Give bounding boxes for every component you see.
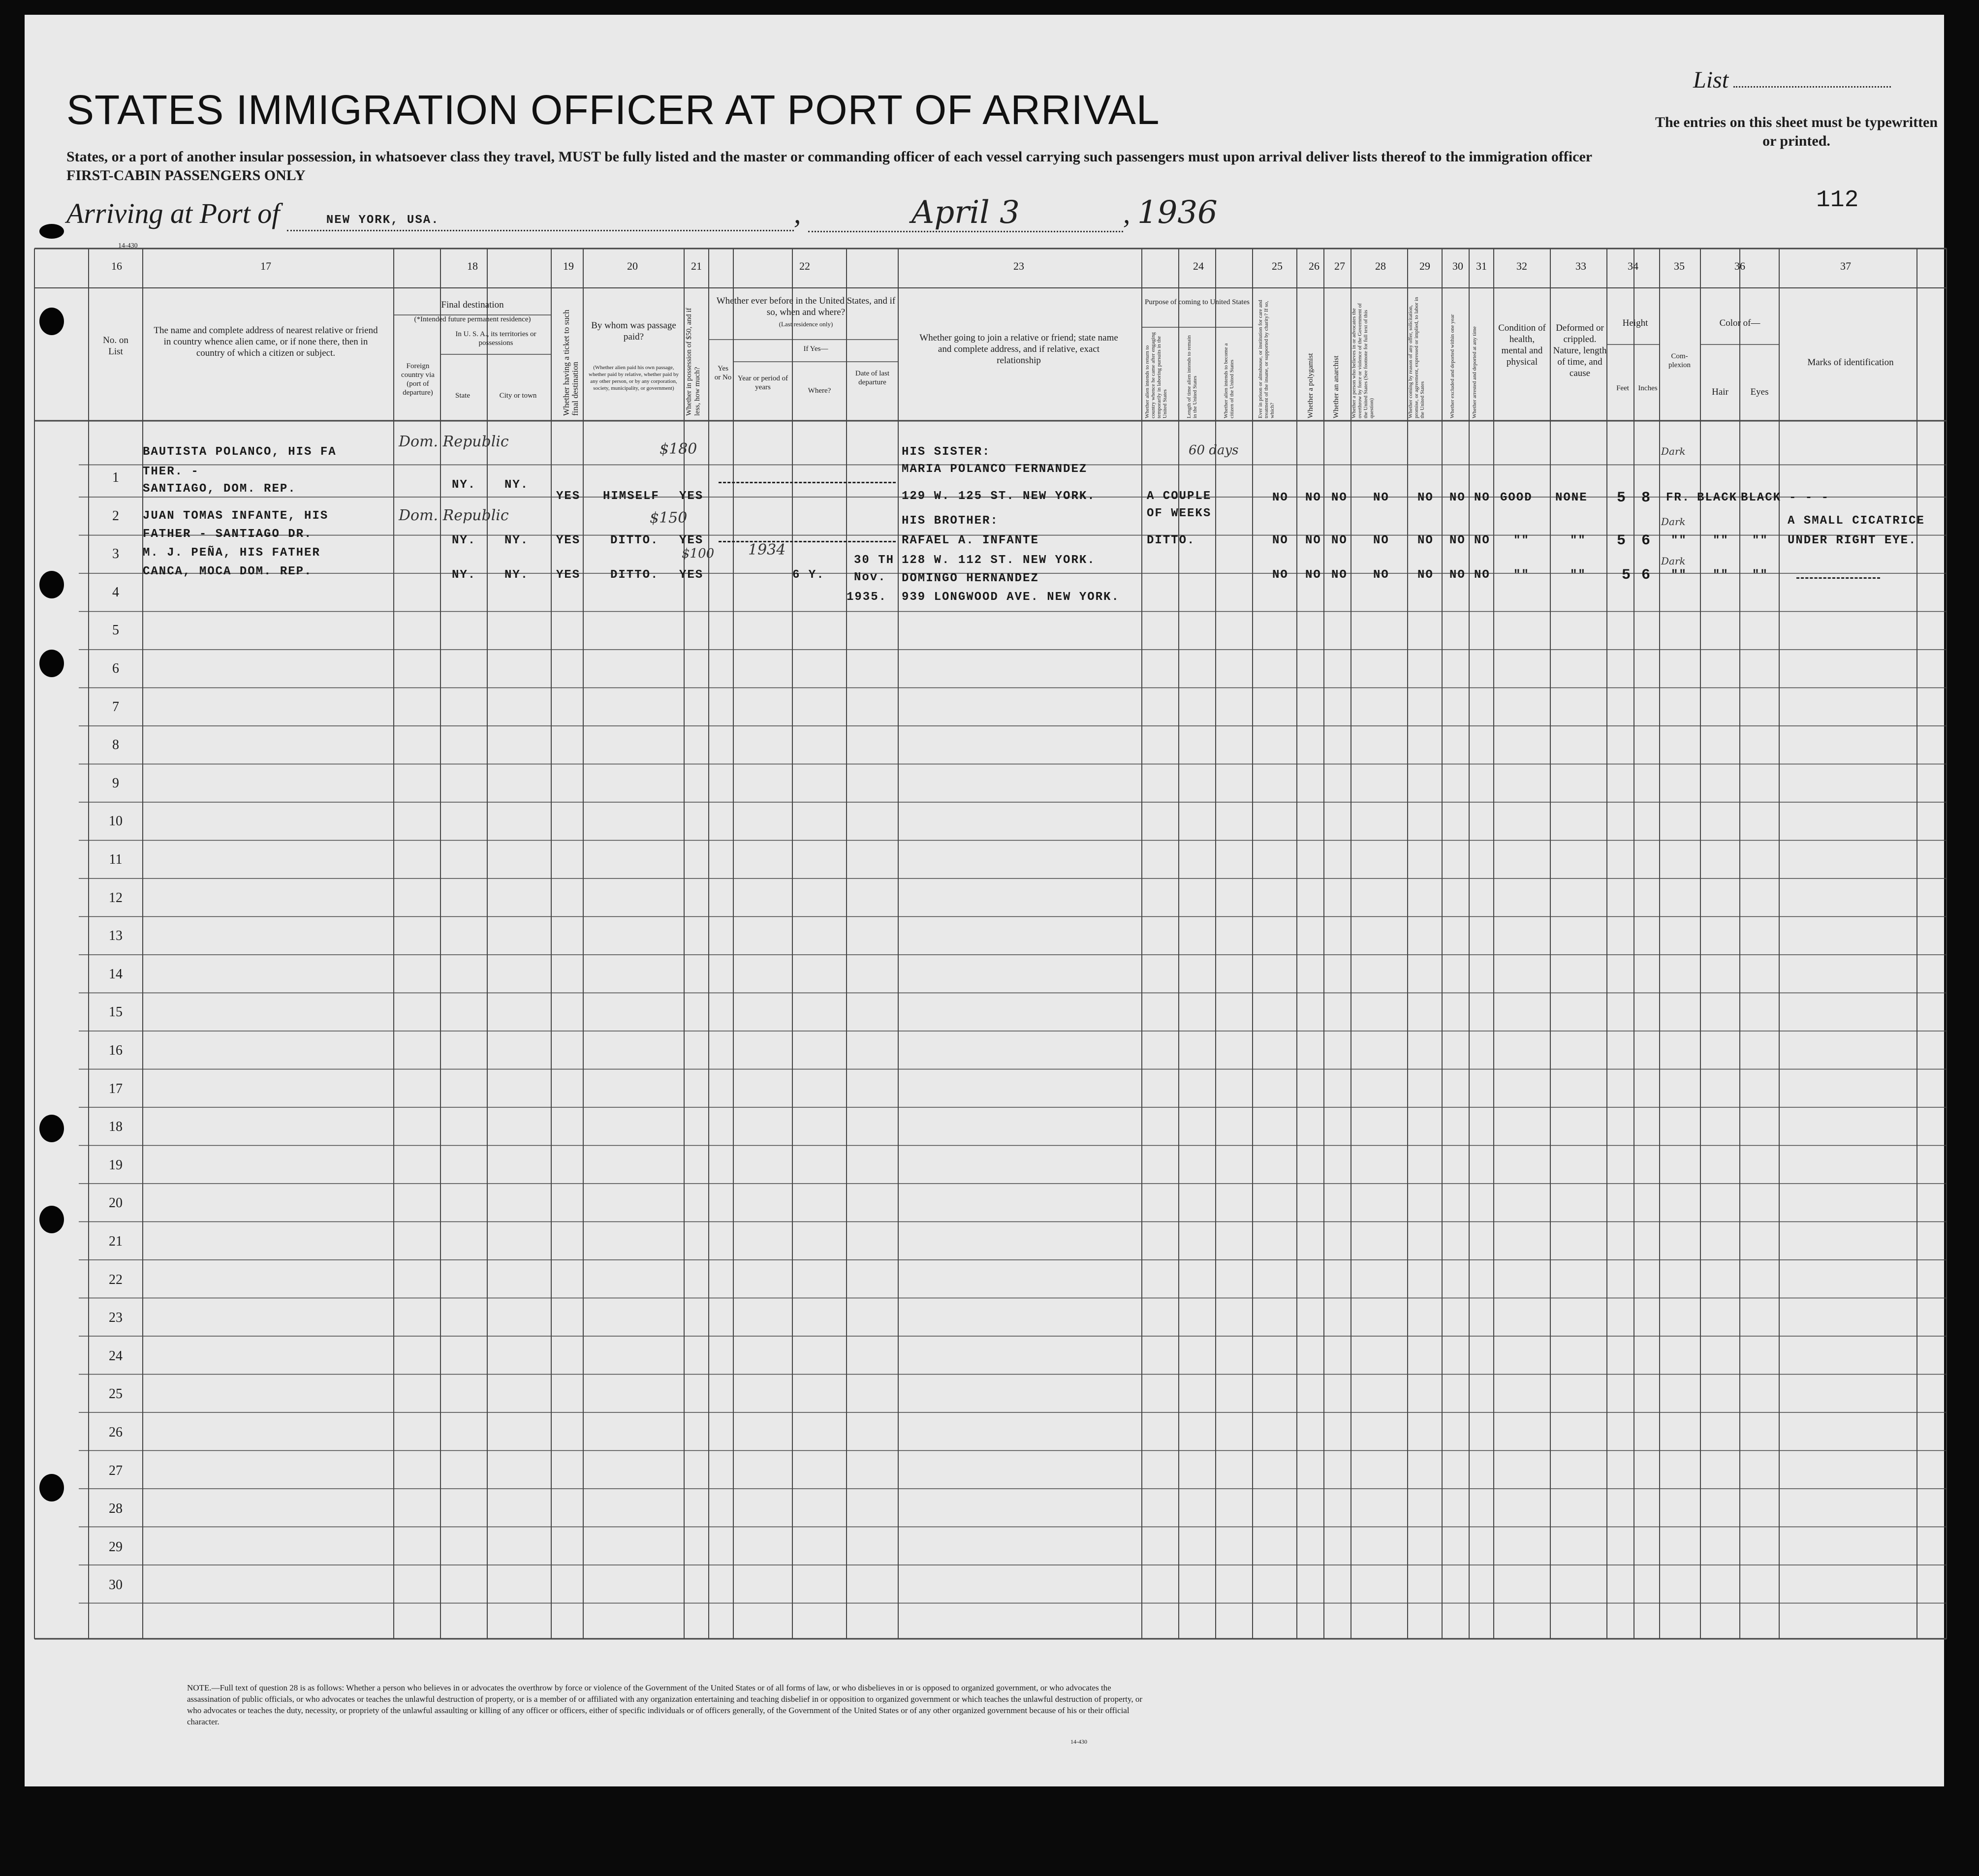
header-last-residence: (Last residence only): [779, 320, 833, 328]
purpose-line: OF WEEKS: [1147, 507, 1212, 520]
header-health: Condition of health, mental and physical: [1498, 323, 1546, 367]
header-hair: Hair: [1712, 387, 1728, 397]
no-value: NO: [1474, 568, 1490, 582]
relative-line: FATHER - SANTIAGO DR.: [143, 528, 313, 541]
health-value: GOOD: [1500, 491, 1533, 504]
no-value: NO: [1417, 491, 1434, 504]
no-value: NO: [1449, 568, 1466, 582]
city-value: NY.: [504, 534, 529, 547]
header-complexion: Com- plexion: [1668, 352, 1691, 369]
paid-by-value: DITTO.: [610, 534, 659, 547]
marks-dash: - - -: [1789, 491, 1830, 504]
header-passage-paid: By whom was passage paid?: [591, 320, 676, 342]
arrival-year: 1936: [1137, 194, 1218, 231]
header-join-relative: Whether going to join a relative or friend; state name and complete address, and if relative, exact relationship: [919, 333, 1118, 366]
row-number: 3: [112, 546, 119, 562]
no-value: NO: [1449, 491, 1466, 504]
departure-line: Nov.: [854, 571, 886, 584]
typewrite-instruction: The entries on this sheet must be typewritten or printed.: [1655, 114, 1938, 149]
header-feet: Feet: [1616, 384, 1629, 392]
marks-dash: [1796, 577, 1880, 579]
header-marks: Marks of identification: [1807, 357, 1894, 368]
relative-line: JUAN TOMAS INFANTE, HIS: [143, 509, 329, 523]
no-value: NO: [1331, 491, 1348, 504]
relative-line: BAUTISTA POLANCO, HIS FA: [143, 445, 337, 459]
column-number: 31: [1476, 260, 1487, 272]
complexion-note: Dark: [1661, 445, 1686, 457]
years-value: 6 Y.: [792, 568, 825, 582]
no-value: NO: [1417, 534, 1434, 547]
deformed-ditto: "": [1570, 568, 1586, 582]
state-value: NY.: [452, 478, 476, 492]
header-date-departure: Date of last departure: [855, 370, 890, 386]
hair-ditto: "": [1713, 534, 1729, 547]
column-number: 26: [1309, 260, 1319, 272]
city-value: NY.: [504, 568, 529, 582]
join-line: 128 W. 112 ST. NEW YORK.: [902, 554, 1096, 567]
health-ditto: "": [1513, 534, 1530, 547]
arrival-date: April 3: [911, 194, 1020, 231]
eyes-value: BLACK: [1741, 491, 1782, 504]
city-value: NY.: [504, 478, 529, 492]
header-ever-before: Whether ever before in the United States, and if so, when and where?: [716, 296, 896, 317]
hair-value: BLACK: [1697, 491, 1738, 504]
purpose-line: A COUPLE: [1147, 490, 1212, 503]
header-height: Height: [1622, 318, 1648, 328]
complexion-ditto: "": [1671, 568, 1687, 582]
complexion-note: Dark: [1661, 555, 1686, 567]
header-arrested: Whether arrested and deported at any time: [1472, 326, 1477, 418]
inches-value: 6: [1641, 532, 1652, 549]
no-value: NO: [1272, 568, 1288, 582]
header-deformed: Deformed or crippled. Nature, length of time, and cause: [1553, 323, 1607, 378]
ticket-value: YES: [556, 490, 581, 503]
row-number: 2: [112, 508, 119, 524]
column-number: 28: [1375, 260, 1386, 272]
no-value: NO: [1305, 568, 1321, 582]
header-list-number: No. on List: [103, 335, 128, 357]
paid-by-value: DITTO.: [610, 568, 659, 582]
ticket-value: YES: [556, 534, 581, 547]
row-number: 8: [112, 737, 119, 753]
row-number: 25: [109, 1386, 123, 1402]
column-number: 24: [1193, 260, 1204, 272]
foreign-country-note: Dom. Republic: [399, 507, 509, 524]
row-number: 16: [109, 1043, 123, 1058]
column-number: 27: [1334, 260, 1345, 272]
no-value: NO: [1474, 491, 1490, 504]
year-note: 1934: [748, 541, 786, 559]
hair-ditto: "": [1713, 568, 1729, 582]
column-number: 21: [691, 260, 702, 272]
row-number: 4: [112, 584, 119, 600]
health-ditto: "": [1513, 568, 1530, 582]
column-number: 18: [467, 260, 478, 272]
has-50-value: YES: [679, 568, 704, 582]
row-number: 13: [109, 928, 123, 944]
column-number: 35: [1674, 260, 1685, 272]
row-number: 11: [109, 852, 123, 867]
join-line: DOMINGO HERNANDEZ: [902, 572, 1039, 585]
departure-line: 30 TH: [854, 554, 895, 567]
no-value: NO: [1331, 568, 1348, 582]
row-number: 30: [109, 1577, 123, 1593]
inches-value: 8: [1641, 490, 1652, 506]
no-value: NO: [1272, 491, 1288, 504]
feet-value: 5: [1617, 532, 1627, 549]
column-number: 30: [1452, 260, 1463, 272]
row-number: 7: [112, 699, 119, 715]
header-yes-no: Yes or No: [714, 365, 732, 381]
join-line: 129 W. 125 ST. NEW YORK.: [902, 490, 1096, 503]
no-value: NO: [1449, 534, 1466, 547]
marks-line: UNDER RIGHT EYE.: [1788, 534, 1917, 547]
row-number: 26: [109, 1425, 123, 1440]
has-50-value: YES: [679, 490, 704, 503]
no-value: NO: [1305, 491, 1321, 504]
column-number: 19: [563, 260, 574, 272]
header-anarchist: Whether an anarchist: [1332, 355, 1340, 418]
eyes-ditto: "": [1752, 534, 1768, 547]
row-number: 24: [109, 1348, 123, 1364]
header-length-stay: Length of time alien intends to remain in the United States: [1186, 335, 1198, 418]
column-number: 22: [799, 260, 810, 272]
purpose-note: 60 days: [1189, 443, 1239, 458]
form-number: 14-430: [118, 242, 138, 250]
column-number: 37: [1840, 260, 1851, 272]
footnote: NOTE.—Full text of question 28 is as follows: Whether a person who believes in or advocates the overthrow by force or violence of the Government of the United States or of all forms of law, or who disbelieves in or is opposed to organized government, or who advocates the assassination of public officials, or who advocates or teaches the unlawful destruction of property, or is a member of or affiliated with any organization entertaining and teaching disbelief in or opposition to organized government or which teaches the unlawful destruction of property, or who advocates or teaches the duty, necessity, or propriety of the unlawful assaulting or killing of any officer or officers, either of specific individuals or of officers generally, of the Government of the United States or of any other organized government because of his or their official character.: [187, 1683, 1143, 1726]
row-number: 28: [109, 1501, 123, 1517]
header-prison: Ever in prison or almshouse, or institution for care and treatment of the insane, or supported by charity? If so, which?: [1257, 300, 1275, 418]
row-number: 6: [112, 661, 119, 676]
page-title: STATES IMMIGRATION OFFICER AT PORT OF ARRIVAL: [66, 87, 1160, 133]
header-state: State: [455, 392, 470, 400]
header-intends-return: Whether alien intends to return to country whence he came after engaging temporarily in laboring pursuits in the United States: [1144, 332, 1168, 418]
column-number: 20: [627, 260, 638, 272]
list-label: List: [1693, 66, 1891, 94]
column-number: 32: [1516, 260, 1527, 272]
join-line: HIS BROTHER:: [902, 514, 999, 528]
column-number: 23: [1013, 260, 1024, 272]
header-passage-paid-note: (Whether alien paid his own passage, whether paid by relative, whether paid by any other person, or by any corporation, society, municipality, or government): [589, 365, 679, 391]
header-overthrow: Whether a person who believes in or advocates the overthrow by force or violence of the Government of the United States (See footnote for full text of this question): [1351, 303, 1375, 418]
no-value: NO: [1373, 491, 1389, 504]
eyes-ditto: "": [1752, 568, 1768, 582]
no-value: NO: [1417, 568, 1434, 582]
header-final-destination-note: (*Intended future permanent residence): [414, 315, 531, 323]
row-number: 5: [112, 623, 119, 638]
row-number: 17: [109, 1081, 123, 1096]
intro-text: States, or a port of another insular possession, in whatsoever class they travel, MUST be fully listed and the master or commanding officer of each vessel carrying such passengers must upon arrival deliver lists thereof to the immigration officer FIRST-CABIN PASSENGERS ONLY: [66, 149, 1593, 184]
row-number: 21: [109, 1234, 123, 1249]
no-value: NO: [1305, 534, 1321, 547]
ever-before-dash: [719, 481, 896, 483]
relative-line: M. J. PEÑA, HIS FATHER: [143, 546, 320, 560]
page-number: 112: [1816, 187, 1859, 214]
join-line: HIS SISTER:: [902, 445, 991, 459]
column-number: 36: [1734, 260, 1745, 272]
row-number: 18: [109, 1119, 123, 1135]
state-value: NY.: [452, 534, 476, 547]
no-value: NO: [1474, 534, 1490, 547]
header-where: Where?: [808, 387, 831, 395]
complexion-note: Dark: [1661, 516, 1686, 528]
has-50-value: YES: [679, 534, 704, 547]
ever-before-dash: [719, 540, 896, 542]
relative-line: CANCA, MOCA DOM. REP.: [143, 565, 313, 578]
row-number: 27: [109, 1463, 123, 1478]
arriving-line: Arriving at Port of NEW YORK, USA. , April 3 , 1936: [66, 194, 1218, 232]
header-become-citizen: Whether alien intends to become a citizen of the United States: [1223, 343, 1235, 418]
join-line: MARIA POLANCO FERNANDEZ: [902, 463, 1088, 476]
header-year-period: Year or period of years: [737, 375, 788, 391]
header-possession-50: Whether in possession of $50, and if less, how much?: [685, 308, 701, 416]
row-number: 1: [112, 470, 119, 485]
amount-note: $150: [650, 509, 688, 527]
header-inches: Inches: [1638, 384, 1658, 392]
inches-value: 6: [1641, 567, 1652, 584]
header-excluded: Whether excluded and deported within one year: [1449, 314, 1455, 418]
feet-value: 5: [1622, 567, 1632, 584]
complexion-value: FR.: [1666, 491, 1691, 504]
row-number: 19: [109, 1157, 123, 1173]
header-nearest-relative: The name and complete address of nearest relative or friend in country whence alien came, or if none there, then in country of which a citizen or subject.: [154, 325, 378, 358]
row-number: 12: [109, 890, 123, 906]
relative-line: THER. -: [143, 465, 199, 478]
row-number: 20: [109, 1195, 123, 1211]
header-polygamist: Whether a polygamist: [1307, 353, 1315, 418]
column-number: 16: [111, 260, 122, 272]
header-foreign-country: Foreign country via (port of departure): [401, 362, 435, 397]
header-ticket: Whether having a ticket to such final destination: [562, 310, 580, 416]
column-number: 33: [1575, 260, 1586, 272]
header-labor-offer: Whether coming by reason of any offer, solicitation, promise, or agreement, expressed or implied, to labor in the United States: [1408, 297, 1425, 418]
amount-note: $100: [682, 546, 715, 561]
ticket-value: YES: [556, 568, 581, 582]
marks-line: A SMALL CICATRICE: [1788, 514, 1925, 528]
port-value: NEW YORK, USA.: [326, 214, 440, 227]
row-number: 10: [109, 813, 123, 829]
feet-value: 5: [1617, 490, 1627, 506]
column-number: 17: [260, 260, 271, 272]
header-purpose: Purpose of coming to United States: [1145, 298, 1250, 306]
no-value: NO: [1272, 534, 1288, 547]
no-value: NO: [1373, 534, 1389, 547]
column-number: 29: [1419, 260, 1430, 272]
header-city: City or town: [499, 392, 537, 400]
header-final-destination: Final destination: [441, 300, 504, 310]
header-usa: In U. S. A., its territories or possessions: [455, 330, 536, 347]
row-number: 23: [109, 1310, 123, 1326]
column-number: 25: [1272, 260, 1283, 272]
state-value: NY.: [452, 568, 476, 582]
column-number: 34: [1628, 260, 1638, 272]
row-number: 9: [112, 775, 119, 791]
header-eyes: Eyes: [1750, 387, 1769, 397]
departure-line: 1935.: [847, 591, 887, 604]
no-value: NO: [1373, 568, 1389, 582]
no-value: NO: [1331, 534, 1348, 547]
row-number: 14: [109, 966, 123, 982]
foreign-country-note: Dom. Republic: [399, 433, 509, 450]
row-number: 15: [109, 1004, 123, 1020]
footnote-form-number: 14-430: [1070, 1738, 1087, 1745]
join-line: 939 LONGWOOD AVE. NEW YORK.: [902, 591, 1120, 604]
purpose-line: DITTO.: [1147, 534, 1195, 547]
relative-line: SANTIAGO, DOM. REP.: [143, 482, 296, 496]
deformed-ditto: "": [1570, 534, 1586, 547]
paid-by-value: HIMSELF: [603, 490, 660, 503]
header-color: Color of—: [1719, 318, 1760, 328]
join-line: RAFAEL A. INFANTE: [902, 534, 1039, 547]
row-number: 29: [109, 1539, 123, 1555]
amount-note: $180: [660, 440, 697, 458]
row-number: 22: [109, 1272, 123, 1287]
deformed-value: NONE: [1555, 491, 1588, 504]
header-if-yes: If Yes—: [803, 345, 828, 353]
complexion-ditto: "": [1671, 534, 1687, 547]
